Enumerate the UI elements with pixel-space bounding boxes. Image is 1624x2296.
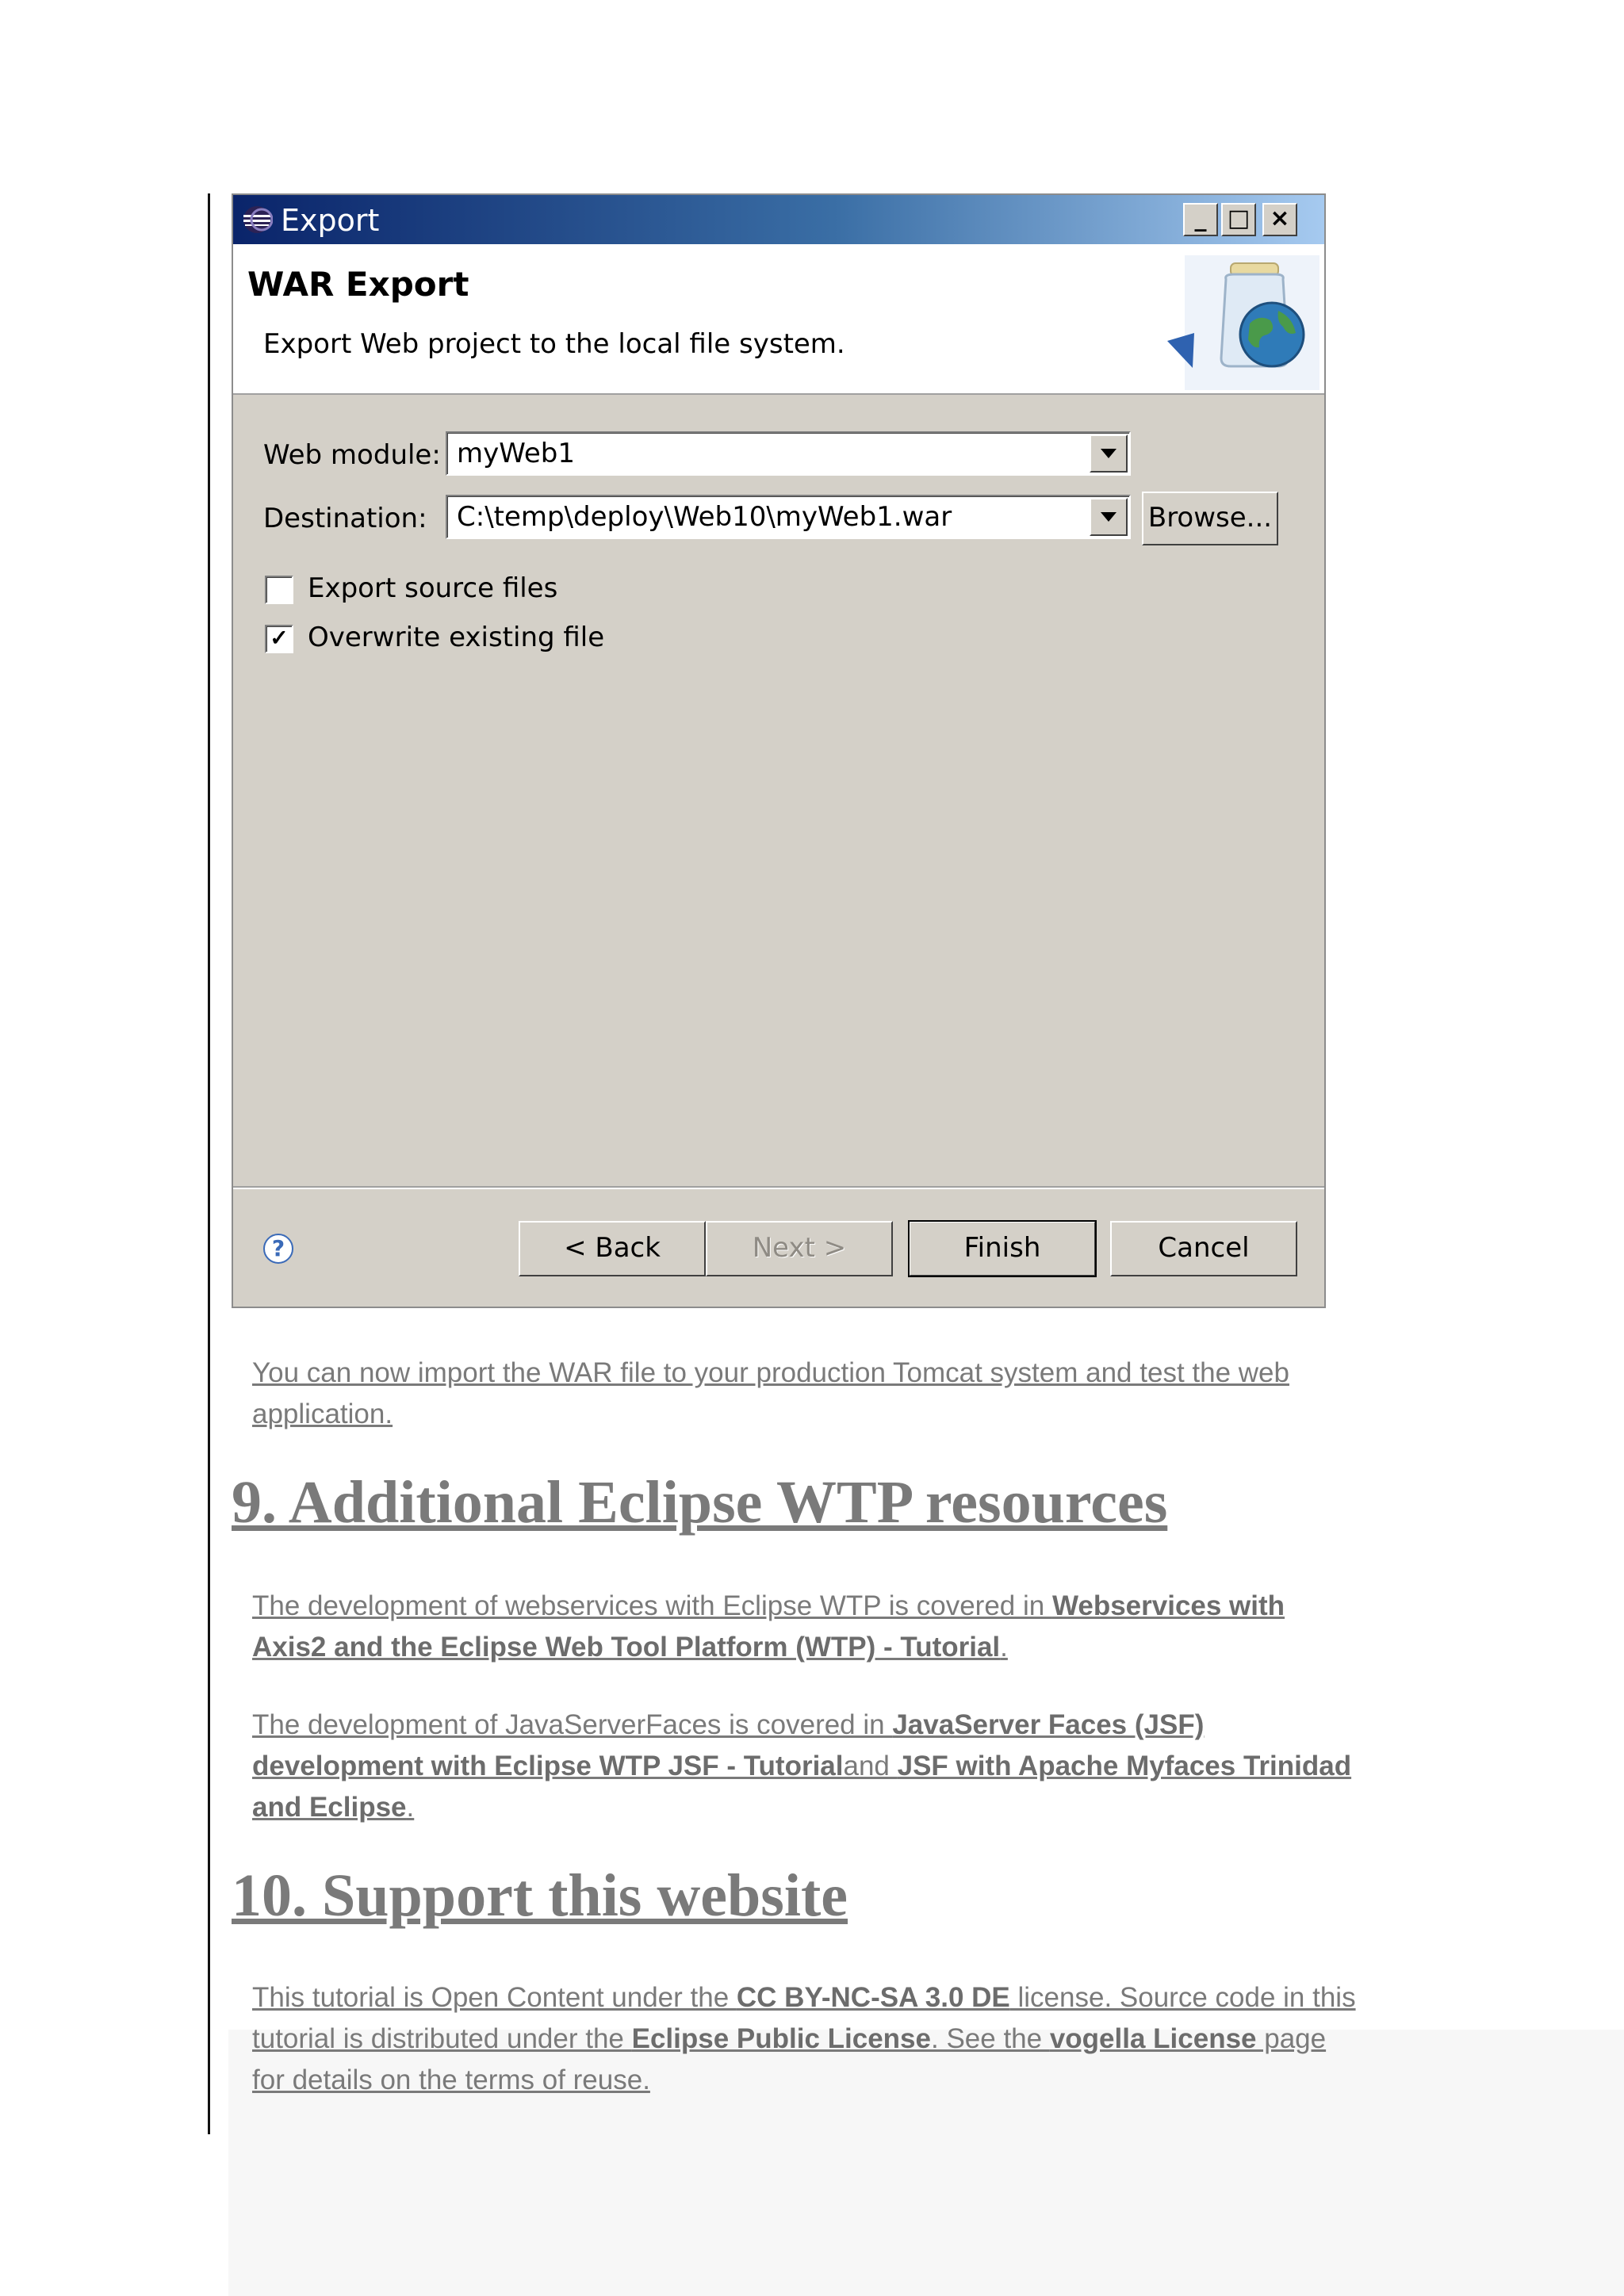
browse-button[interactable]: Browse... (1142, 492, 1278, 545)
destination-dropdown-arrow-icon[interactable] (1090, 498, 1128, 536)
jsf-text-end: . (406, 1792, 415, 1823)
section-heading-support: 10. Support this website (232, 1862, 848, 1929)
destination-label: Destination: (263, 503, 427, 534)
minimize-button[interactable]: _ (1183, 203, 1218, 236)
webservices-paragraph (252, 1586, 1362, 1668)
jsf-tutorial-link[interactable]: JavaServer Faces (JSF) development with Eclipse WTP JSF - Tutorial (252, 1709, 1205, 1781)
close-button[interactable]: × (1262, 203, 1297, 236)
wizard-header (233, 244, 1324, 395)
overwrite-checkbox[interactable]: ✓ (265, 625, 293, 653)
section-heading-additional-resources: 9. Additional Eclipse WTP resources (232, 1469, 1168, 1536)
jsf-text-and: and (843, 1751, 898, 1781)
jsf-trinidad-link[interactable]: JSF with Apache Myfaces Trinidad and Eclipse (252, 1751, 1352, 1823)
cancel-button[interactable]: Cancel (1110, 1221, 1297, 1276)
cc-license-link[interactable]: CC BY-NC-SA 3.0 DE (736, 1982, 1010, 2013)
button-bar-separator (233, 1186, 1324, 1189)
back-button[interactable]: < Back (519, 1221, 706, 1276)
vogella-license-link[interactable]: vogella License (1049, 2023, 1257, 2054)
license-text-2: license. Source code in this tutorial is distributed under the (252, 1982, 1356, 2054)
wizard-title: WAR Export (247, 265, 469, 304)
license-text-3: . See the (931, 2023, 1050, 2054)
overwrite-label[interactable]: Overwrite existing file (308, 622, 605, 653)
export-dialog (232, 193, 1326, 1308)
next-button: Next > (706, 1221, 893, 1276)
license-text-1: This tutorial is Open Content under the (252, 1982, 737, 2013)
jsf-text: The development of JavaServerFaces is covered in (252, 1709, 893, 1740)
jsf-paragraph (252, 1705, 1362, 1828)
export-source-label[interactable]: Export source files (308, 572, 558, 604)
help-icon[interactable]: ? (263, 1234, 293, 1264)
maximize-button[interactable]: □ (1221, 203, 1256, 236)
title-bar[interactable] (233, 195, 1324, 244)
war-export-banner-icon (1161, 247, 1320, 390)
dialog-title: Export (281, 203, 380, 238)
webservices-tutorial-link[interactable]: Webservices with Axis2 and the Eclipse Web Tool Platform (WTP) - Tutorial (252, 1590, 1285, 1663)
wizard-description: Export Web project to the local file system. (263, 328, 845, 360)
web-module-combo[interactable] (446, 431, 1131, 476)
export-source-checkbox[interactable] (265, 576, 293, 604)
epl-license-link[interactable]: Eclipse Public License (631, 2023, 931, 2054)
webservices-text: The development of webservices with Eclipse WTP is covered in (252, 1590, 1052, 1621)
destination-combo[interactable] (446, 495, 1131, 539)
web-module-dropdown-arrow-icon[interactable] (1090, 434, 1128, 473)
import-war-paragraph[interactable]: You can now import the WAR file to your production Tomcat system and test the web application. (252, 1357, 1289, 1429)
license-text-4: page for details on the terms of reuse. (252, 2023, 1327, 2095)
left-margin-rule (208, 193, 210, 2134)
web-module-value: myWeb1 (457, 438, 575, 469)
finish-button[interactable]: Finish (909, 1221, 1096, 1276)
webservices-text-end: . (1000, 1632, 1008, 1663)
eclipse-icon (241, 204, 273, 235)
license-paragraph (252, 1977, 1362, 2101)
destination-value: C:\temp\deploy\Web10\myWeb1.war (457, 501, 952, 533)
web-module-label: Web module: (263, 439, 441, 471)
